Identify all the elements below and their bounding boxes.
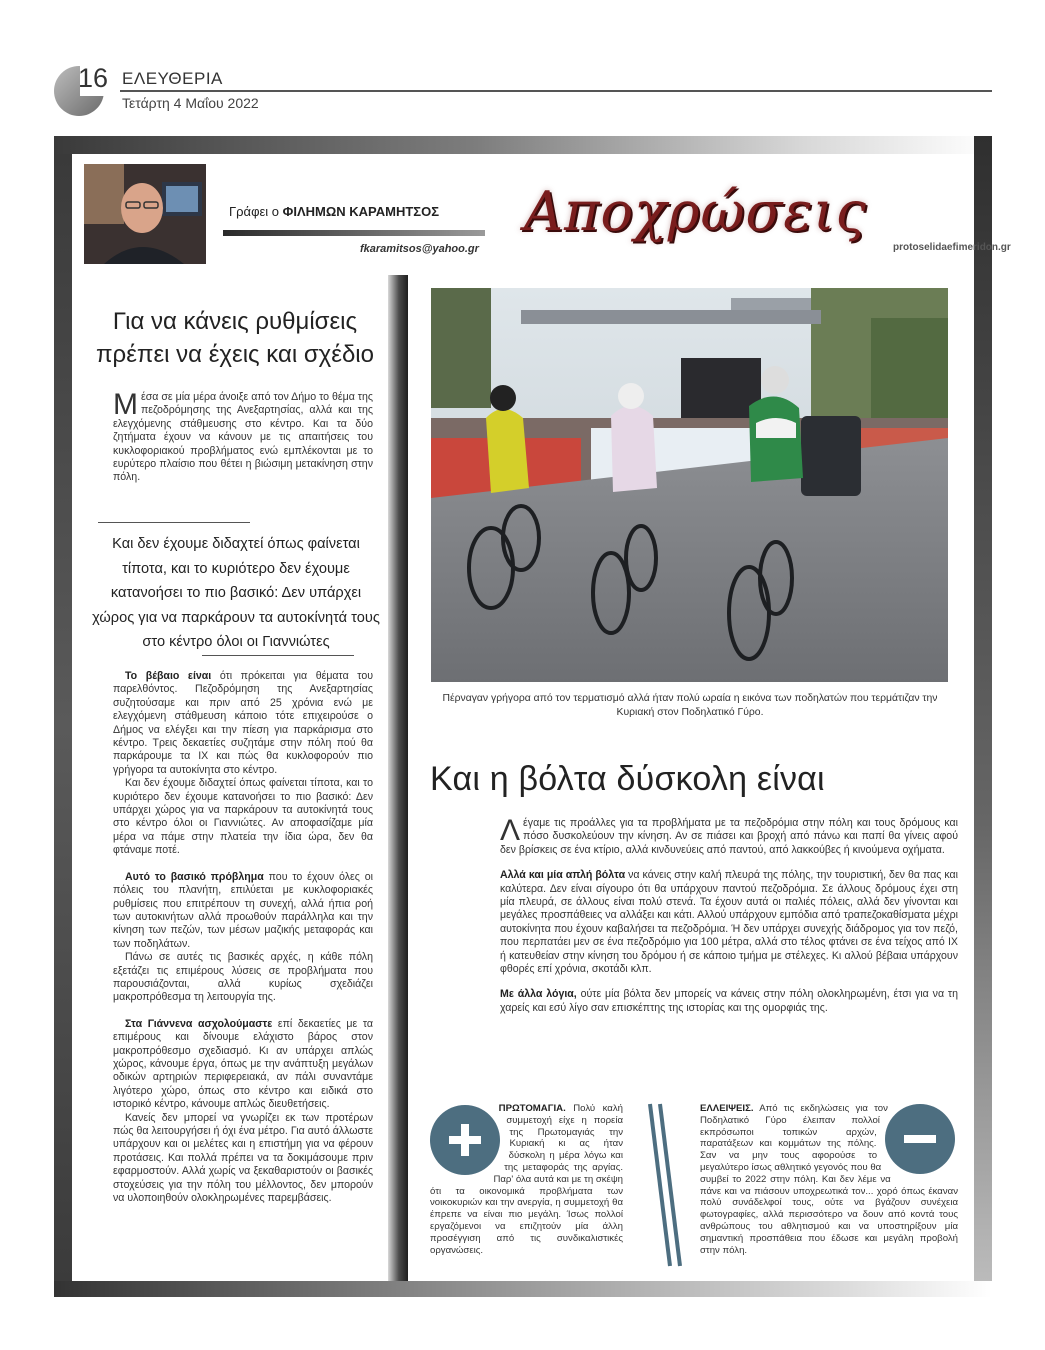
plus-box-label: ΠΡΩΤΟΜΑΓΙΑ. bbox=[498, 1103, 566, 1114]
author-name: ΦΙΛΗΜΩΝ ΚΑΡΑΜΗΤΣΟΣ bbox=[282, 204, 439, 219]
page-number: 16 bbox=[78, 63, 109, 93]
left-p3-lead: Αυτό το βασικό πρόβλημα bbox=[125, 870, 264, 883]
author-portrait-illustration bbox=[84, 164, 206, 264]
frame-left-bar bbox=[54, 154, 72, 1297]
left-article-intro bbox=[113, 388, 373, 485]
frame-top-bar bbox=[54, 136, 992, 154]
cyclists-photo-illustration bbox=[431, 288, 948, 682]
issue-date: Τετάρτη 4 Μαΐου 2022 bbox=[122, 95, 259, 111]
frame-bottom-bar bbox=[54, 1281, 992, 1297]
left-p1: ότι πρόκειται για θέματα του παρελθόντος. Πεζοδρόμηση της Ανεξαρτησίας συζητούσαμε και πριν από 25 χρόνια ενώ με ελεγχόμενη στάθμευση κάποιο τότε επιχειρούσε ο Δήμος να ελέγξει και την πίεση για παρκάρισμα στο κέντρο. Τρεις δεκαετίες συζητάμε στην πόλη πού θα παρκάρουμε τα ΙΧ και πώς θα κυκλοφορούν πιο γρήγορα τα αυτοκίνητα στο κέντρο. bbox=[113, 670, 374, 776]
minus-box-text: Από τις εκδηλώσεις για τον Ποδηλατικό Γύρο έλειπαν πολλοί εκπρόσωποι τοπικών αρχών, παρατάξεων και κομμάτων της πόλης. Σαν να μην τους αφορούσε το μεγαλύτερο ίσως αθλητικό γεγονός που θα συμβεί το 2022 στην πόλη. Και δεν λέμε να πάνε και να πιάσουν υποχρεωτικά τον... χορό όπως έκαναν πολύ συνάδελφοί τους, ούτε να βγάζουν συνέχεια φωτογραφίες, αλλά περισσότερο να δουν από κοντά τους ανθρώπους του αθλητισμού και να υποστηρίξουν μία σημαντική προσπάθεια που έδωσε και μεγάλη προβολή στην πόλη. bbox=[700, 1103, 958, 1256]
left-p1-lead: Το βέβαιο είναι bbox=[125, 670, 212, 682]
pull-quote-rule-bottom bbox=[202, 655, 354, 656]
left-article-title: Για να κάνεις ρυθμίσεις πρέπει να έχεις και σχέδιο bbox=[95, 308, 374, 368]
author-photo bbox=[84, 164, 206, 264]
right-article-title: Και η βόλτα δύσκολη είναι bbox=[430, 760, 825, 798]
watermark: protoselidaefimeridon.gr bbox=[893, 242, 1011, 253]
pull-quote: Και δεν έχουμε διδαχτεί όπως φαίνεται τίποτα, και το κυριότερο δεν έχουμε κατανοήσει το πιο βασικό: Δεν υπάρχει χώρος για να παρκάρουν τα αυτοκίνητά τους στο κέντρο όλοι οι Γιαννιώτες bbox=[92, 536, 380, 650]
plus-icon-vertical bbox=[461, 1124, 469, 1156]
right-p2: να κάνεις στην καλή πλευρά της πόλης, την τουριστική, δεν θα πας και καλύτερα. Δεν είναι σίγουρο ότι θα υπάρχουν παντού πεζοδρόμια. Σε άλλους δρόμους έχει στη μία πλευρά, σε άλλους είναι πολύ στενά. Τα έχουν αυτά οι παλιές πόλεις, αλλά δεν γίνονται και μεγάλες προσπάθειες να αλλάξει και κάτι. Αλλού υπάρχουν εμπόδια από τραπεζοκαθίσματα μέχρι αυτοκίνητα που έχουν καβαλήσει τα πεζοδρόμια. Ή δεν υπάρχει συνεχής διάδρομος για τον πεζό, που περπατάει μεν σε ένα πεζοδρόμιο για 100 μέτρα, αλλά στο τέλος φτάνει σε ένα τείχος από ΙΧ ή κατευθείαν στην κίνηση του δρόμου ή σε κάποιο τμήμα με στέλεχες. Κι αλλού βέβαια υπάρχουν φθορές επί χρόνια, σκοτάδι κλπ. bbox=[500, 869, 959, 976]
byline-rule bbox=[223, 230, 485, 236]
left-dropcap: Μ bbox=[113, 388, 138, 421]
left-p2: Και δεν έχουμε διδαχτεί όπως φαίνεται τίποτα, και το κυριότερο δεν έχουμε κατανοήσει το πιο βασικό: Δεν υπάρχει χώρος για να παρκάρουν τα αυτοκίνητά τους στο κέντρο όλοι οι Γιαννιώτες. Αν αποφασίζαμε μία μέρα να πάμε στην πλατεία την ίδια ώρα, δεν θα φτάναμε ποτέ. bbox=[113, 777, 373, 857]
frame-right-bar bbox=[974, 136, 992, 1281]
pull-quote-rule-top bbox=[98, 522, 250, 523]
author-email[interactable]: fkaramitsos@yahoo.gr bbox=[360, 243, 479, 255]
right-dropcap: Λ bbox=[500, 814, 521, 847]
left-article-body bbox=[113, 670, 373, 1205]
byline bbox=[229, 204, 439, 219]
cyclists-photo bbox=[431, 288, 948, 682]
right-p3: ούτε μία βόλτα δεν μπορείς να κάνεις στην πόλη ολοκληρωμένη, έτσι για να τη χαρείς και εσύ λίγο σαν επισκέπτης της ιστορίας και της ομορφιάς της. bbox=[500, 988, 958, 1014]
column-logo: Αποχρώσεις bbox=[524, 180, 867, 243]
left-intro-text: έσα σε μία μέρα άνοιξε από τον Δήμο το θέμα της πεζοδρόμησης της Ανεξαρτησίας, αλλά και της ελεγχόμενης στάθμευσης στο κέντρο. Και τα δύο ζητήματα έχουν να κάνουν με τις απαιτήσεις του κυκλοφοριακού προβλήματος ενώ εμπλέκονται με το ευρύτερο πλαίσιο που θέτει η βιώσιμη μετακίνηση στην πόλη. bbox=[113, 391, 373, 484]
plus-box-text: Πολύ καλή συμμετοχή είχε η πορεία της Πρωτομαγιάς την Κυριακή κι ας ήταν δύσκολη η μέρα λόγω και της μεταφοράς της αργίας. Παρ' όλα αυτά και με τη σκέψη ότι τα οικονομικά προβλήματα των νοικοκυριών και την ανεργία, η συμμετοχή θα έπρεπε να είναι πιο μεγάλη. Ίσως πολλοί εργαζόμενοι να επιζητούν μία άλλη προσέγγιση από τις συνδικαλιστικές οργανώσεις. bbox=[430, 1103, 624, 1256]
minus-icon-bar bbox=[904, 1135, 936, 1143]
minus-box-label: ΕΛΛΕΙΨΕΙΣ. bbox=[700, 1103, 754, 1114]
right-intro-text: έγαμε τις προάλλες για τα προβλήματα με τα πεζοδρόμια στην πόλη και τους δρόμους και πόσο δυσκολεύουν την κίνηση. Αν σε πιάσει και βροχή από πάνω και παπί θα γίνεις αφού δεν βρίσκεις σε ένα κτίριο, αλλά κινδυνεύεις από παντού, από λακκούβες ή κινούμενα οχήματα. bbox=[500, 817, 958, 856]
right-p3-lead: Με άλλα λόγια, bbox=[500, 988, 577, 1001]
column-divider bbox=[388, 275, 408, 1281]
byline-prefix: Γράφει ο bbox=[229, 204, 280, 219]
left-p6: Κανείς δεν μπορεί να γνωρίζει εκ των προτέρων πώς θα λειτουργήσει ή όχι ένα μέτρο. Για αυτό άλλωστε υπάρχουν και οι μελέτες και η επιστήμη για να φέρουν προτάσεις. Και πολλά πρέπει να τα δοκιμάσουμε πριν εφαρμοστούν. Αλλά χωρίς να ξεκαθαριστούν οι βασικές στοχεύσεις για την πόλη του μέλλοντος, δεν μπορούν να υλοποιηθούν ολοκληρωμένες παρεμβάσεις. bbox=[113, 1111, 373, 1205]
left-p5: επί δεκαετίες με τα επιμέρους και δίνουμε ελάχιστο βάρος στον μακροπρόθεσμο σχεδιασμό. Κι αν υπάρχει απλώς χώρος, κάνουμε έργα, όπως με την ανάπτυξη μεγάλων οδικών αρτηριών περιφερειακά, αν πάλι συναντάμε λιγότερο χώρο, όπως στο κέντρο και ειδικά στο ιστορικό κέντρο, κάνουμε απλώς διευθετήσεις. bbox=[113, 1017, 373, 1111]
header-rule bbox=[120, 90, 992, 92]
left-p5-lead: Στα Γιάννενα ασχολούμαστε bbox=[125, 1017, 273, 1030]
left-p4: Πάνω σε αυτές τις βασικές αρχές, η κάθε πόλη εξετάζει τις επιμέρους λύσεις σε προβλήματα που παρουσιάζονται, αλλά κυρίως σχεδιάζει μακροπρόθεσμα τη λειτουργία της. bbox=[113, 951, 373, 1004]
right-article-body bbox=[500, 814, 959, 1015]
separator-slash-icon bbox=[640, 1100, 690, 1270]
newspaper-name: ΕΛΕΥΘΕΡΙΑ bbox=[122, 69, 223, 88]
left-p3: που το έχουν όλες οι πόλεις του πλανήτη, επιλύεται με κυκλοφοριακές ρυθμίσεις που επιτρέπουν τη συνεχή, αλλά ήπια ροή των αυτοκινήτων αλλά προωθούν παράλληλα και την κίνηση των πεζών, των μέσων μαζικής μεταφοράς και των ποδηλάτων. bbox=[113, 870, 374, 950]
right-p2-lead: Αλλά και μία απλή βόλτα bbox=[500, 869, 626, 882]
photo-caption: Πέρναγαν γρήγορα από τον τερματισμό αλλά ήταν πολύ ωραία η εικόνα των ποδηλατών που τερμάτιζαν την Κυριακή στον Ποδηλατικό Γύρο. bbox=[442, 693, 938, 718]
